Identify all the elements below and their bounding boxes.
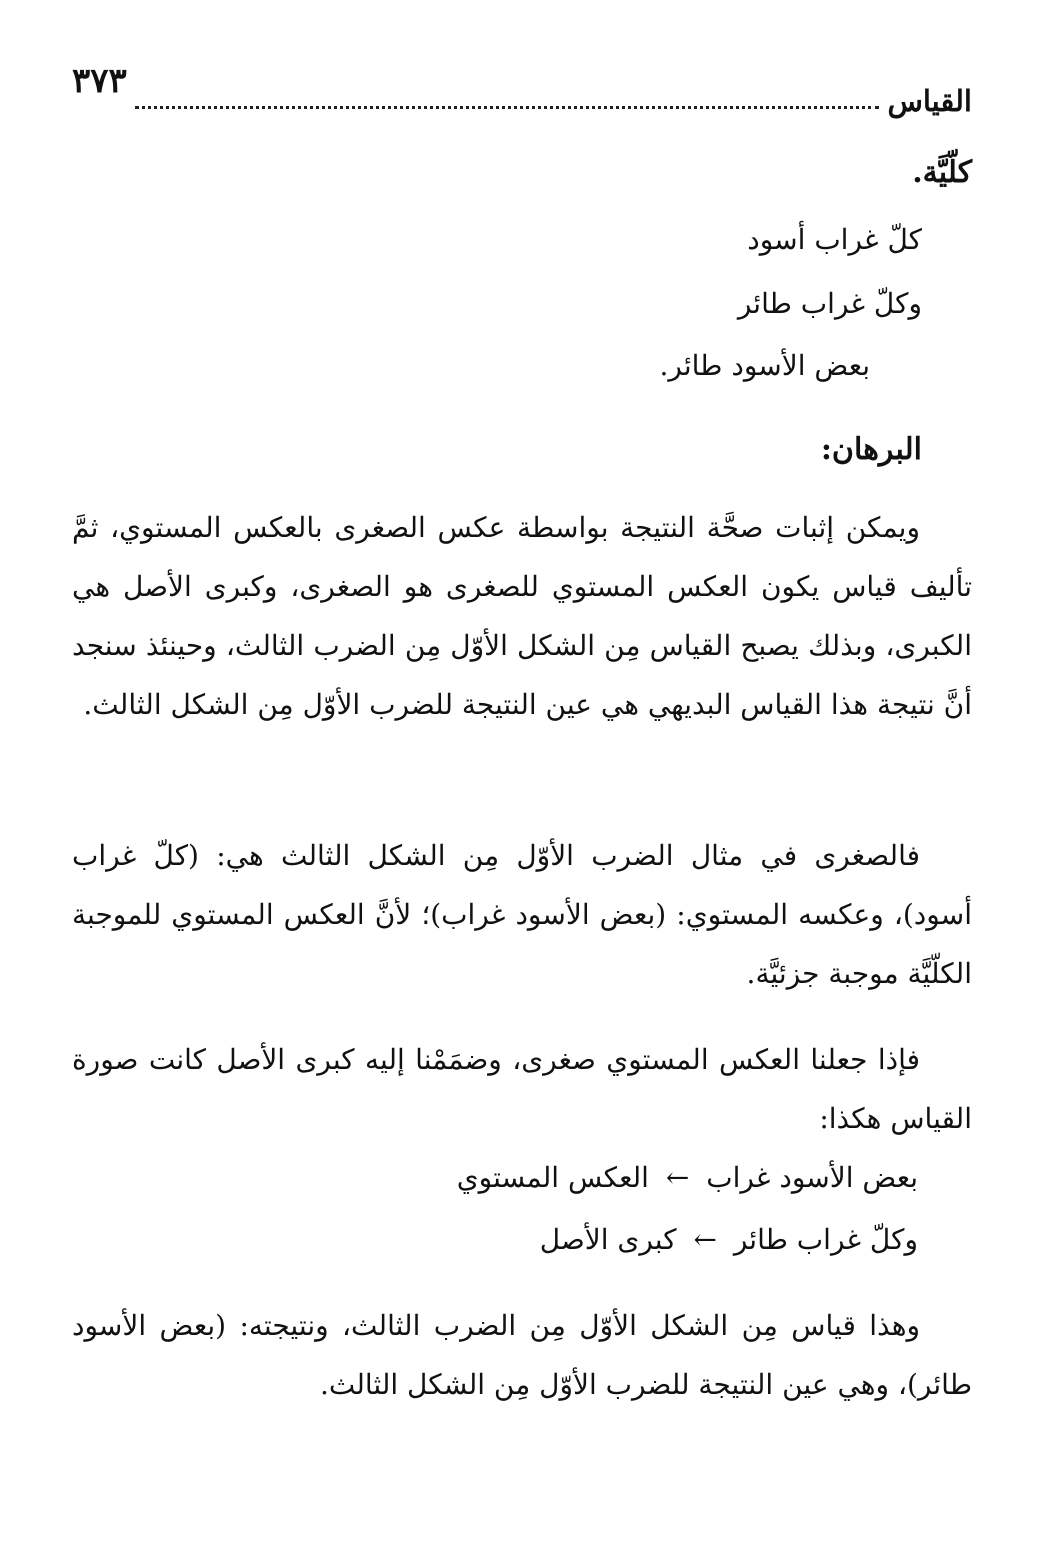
arrow-icon: ← — [693, 1223, 717, 1256]
paragraph-2 — [72, 826, 972, 1003]
proof-heading: البرهان: — [820, 432, 922, 467]
example2-line1 — [456, 1161, 918, 1194]
paragraph-4-text: وهذا قياس مِن الشكل الأوّل مِن الضرب الثالث، ونتيجته: (بعض الأسود طائر)، وهي عين النتيجة للضرب الأوّل مِن الشكل الثالث. — [72, 1309, 972, 1401]
running-header — [72, 61, 972, 118]
continuation-word: كلّيَّة. — [912, 155, 972, 190]
paragraph-3 — [72, 1030, 972, 1148]
paragraph-1 — [72, 498, 972, 734]
arrow-icon: ← — [665, 1161, 690, 1194]
header-leader-dots — [135, 105, 880, 109]
example2-line2 — [539, 1223, 918, 1256]
paragraph-2-text: فالصغرى في مثال الضرب الأوّل مِن الشكل الثالث هي: (كلّ غراب أسود)، وعكسه المستوي: (بعض الأسود غراب)؛ لأنَّ العكس المستوي للموجبة الكلّيَّة موجبة جزئيَّة. — [72, 839, 972, 990]
example2-line2-label: كبرى الأصل — [539, 1223, 677, 1256]
example2-line2-premise: وكلّ غراب طائر — [733, 1223, 918, 1256]
example1-line1: كلّ غراب أسود — [747, 223, 922, 256]
page-number: ٣٧٣ — [72, 61, 127, 101]
example2-line1-premise: بعض الأسود غراب — [706, 1161, 918, 1194]
paragraph-1-text: ويمكن إثبات صحَّة النتيجة بواسطة عكس الصغرى بالعكس المستوي، ثمَّ تأليف قياس يكون العكس المستوي للصغرى هو الصغرى، وكبرى الأصل هي الكبرى، وبذلك يصبح القياس مِن الشكل الأوّل مِن الضرب الثالث، وحينئذ سنجد أنَّ نتيجة هذا القياس البديهي هي عين النتيجة للضرب الأوّل مِن الشكل الثالث. — [72, 511, 972, 721]
header-title: القياس — [887, 84, 972, 118]
example1-line2: وكلّ غراب طائر — [737, 287, 922, 320]
example2-line1-label: العكس المستوي — [456, 1161, 649, 1194]
example1-line3: بعض الأسود طائر. — [659, 349, 870, 382]
paragraph-4 — [72, 1296, 972, 1414]
paragraph-3-text: فإذا جعلنا العكس المستوي صغرى، وضمَمْنا إليه كبرى الأصل كانت صورة القياس هكذا: — [72, 1043, 972, 1135]
